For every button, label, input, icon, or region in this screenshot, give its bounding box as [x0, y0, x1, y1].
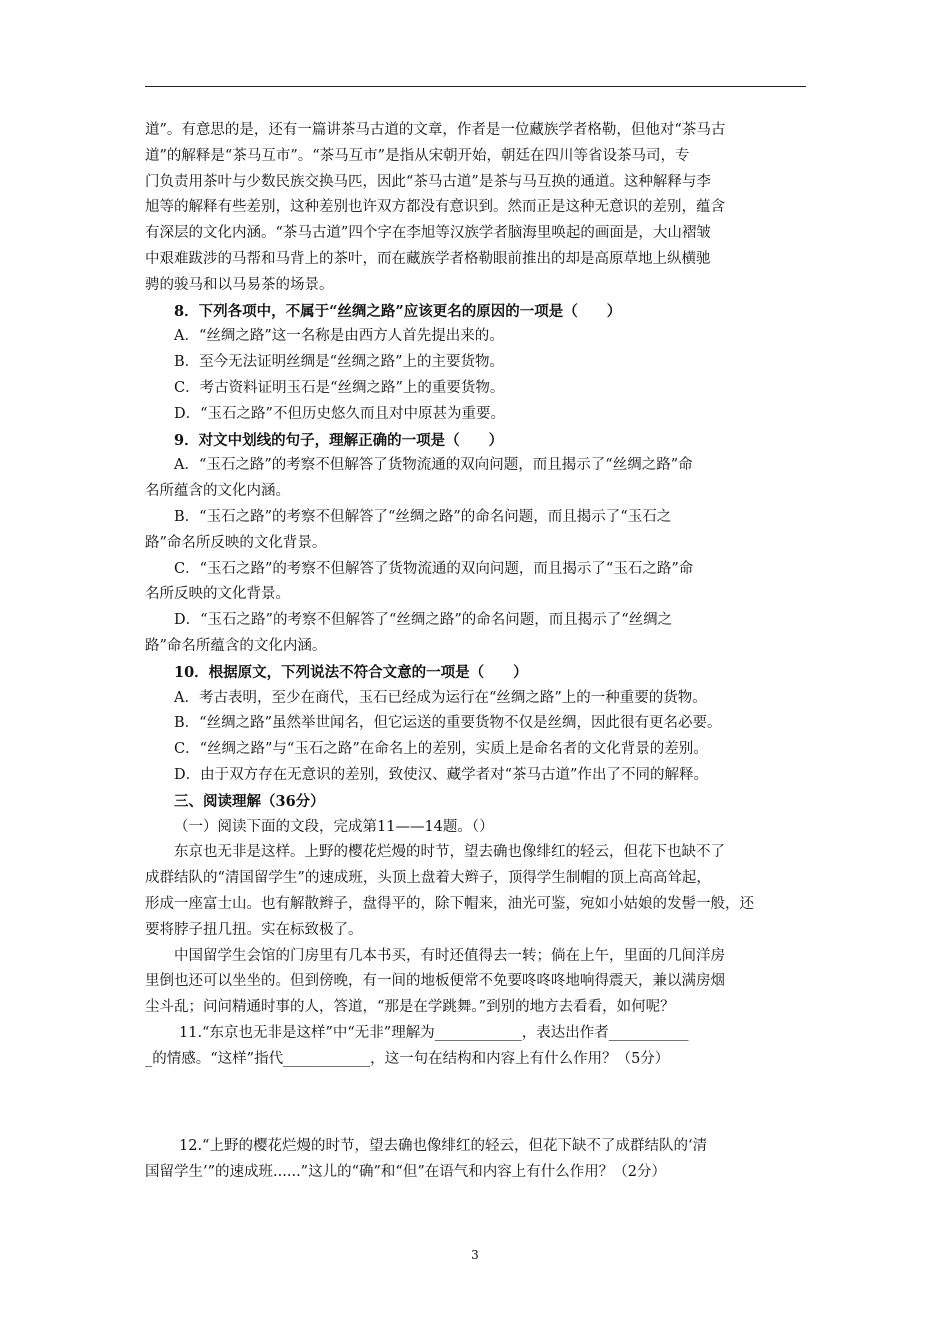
question-12-cont: 国留学生’”的速成班......”这儿的“确”和“但”在语气和内容上有什么作用？（2分）: [145, 1164, 666, 1181]
question-10-stem: 10．根据原文，下列说法不符合文意的一项是（ ）: [174, 663, 528, 681]
passage-line: 门负责用茶叶与少数民族交换马匹，因此“茶马古道”是茶与马互换的通道。这种解释与李: [145, 173, 711, 190]
question-9-stem: 9．对文中划线的句子，理解正确的一项是（ ）: [174, 431, 504, 449]
reading-passage-line: 要将脖子扭几扭。实在标致极了。: [145, 921, 363, 938]
question-8-option-a: A．“丝绸之路”这一名称是由西方人首先提出来的。: [174, 328, 504, 345]
reading-passage-line: 里倒也还可以坐坐的。但到傍晚，有一间的地板便常不免要咚咚咚地响得震天，兼以满房烟: [145, 973, 725, 990]
passage-line: 中艰难跋涉的马帮和马背上的茶叶，而在藏族学者格勒眼前推出的却是高原草地上纵横驰: [145, 250, 711, 267]
question-8-option-b: B．至今无法证明丝绸是“丝绸之路”上的主要货物。: [174, 354, 504, 371]
reading-passage-line: 东京也无非是这样。上野的樱花烂熳的时节，望去确也像绯红的轻云，但花下也缺不了: [174, 844, 725, 861]
passage-line: 骋的骏马和以马易茶的场景。: [145, 276, 334, 293]
passage-line: 有深层的文化内涵。“茶马古道”四个字在李旭等汉族学者脑海里唤起的画面是，大山褶皱: [145, 225, 711, 242]
question-10-option-b: B．“丝绸之路”虽然举世闻名，但它运送的重要货物不仅是丝绸，因此很有更名必要。: [174, 715, 722, 732]
question-9-option-c-cont: 名所反映的文化背景。: [145, 586, 290, 603]
question-11-cont: _的情感。“这样”指代____________，这一句在结构和内容上有什么作用？（5分）: [145, 1050, 670, 1067]
passage-line: 道”的解释是“茶马互市”。“茶马互市”是指从宋朝开始，朝廷在四川等省设茶马司，专: [145, 147, 690, 164]
question-10-option-d: D．由于双方存在无意识的差别，致使汉、藏学者对“茶马古道”作出了不同的解释。: [174, 766, 708, 783]
reading-passage-line: 形成一座富士山。也有解散辫子，盘得平的，除下帽来，油光可鉴，宛如小姑娘的发髻一般，还: [145, 895, 754, 912]
reading-passage-line: 中国留学生会馆的门房里有几本书买，有时还值得去一转；倘在上午，里面的几间洋房: [174, 947, 725, 964]
question-9-option-a: A．“玉石之路”的考察不但解答了货物流通的双向问题，而且揭示了“丝绸之路”命: [174, 457, 693, 474]
section-heading: 三、阅读理解（36分）: [174, 792, 325, 810]
page-number: 3: [471, 1248, 479, 1262]
question-8-option-d: D．“玉石之路”不但历史悠久而且对中原甚为重要。: [174, 405, 505, 422]
reading-passage-line: 尘斗乱；问问精通时事的人，答道，“那是在学跳舞。”到别的地方去看看，如何呢？: [145, 999, 675, 1016]
reading-passage-line: 成群结队的“清国留学生”的速成班，头顶上盘着大辫子，顶得学生制帽的顶上高高耸起，: [145, 870, 711, 887]
question-8-option-c: C．考古资料证明玉石是“丝绸之路”上的重要货物。: [174, 379, 505, 396]
answer-space: [145, 1072, 810, 1134]
passage-line: 道”。有意思的是，还有一篇讲茶马古道的文章，作者是一位藏族学者格勒，但他对“茶马古: [145, 122, 726, 138]
question-8-stem: 8．下列各项中，不属于“丝绸之路”应该更名的原因的一项是（ ）: [174, 302, 622, 320]
question-10-option-c: C．“丝绸之路”与“玉石之路”在命名上的差别，实质上是命名者的文化背景的差别。: [174, 741, 708, 758]
question-9-option-d-cont: 路”命名所蕴含的文化内涵。: [145, 637, 327, 654]
passage-line: 旭等的解释有些差别，这种差别也许双方都没有意识到。然而正是这种无意识的差别，蕴含: [145, 199, 725, 216]
header-rule: [145, 86, 806, 87]
question-9-option-c: C．“玉石之路”的考察不但解答了货物流通的双向问题，而且揭示了“玉石之路”命: [174, 560, 694, 577]
question-9-option-d: D．“玉石之路”的考察不但解答了“丝绸之路”的命名问题，而且揭示了“丝绸之: [174, 612, 673, 629]
question-10-option-a: A．考古表明，至少在商代，玉石已经成为运行在“丝绸之路”上的一种重要的货物。: [174, 689, 707, 706]
question-9-option-b: B．“玉石之路”的考察不但解答了“丝绸之路”的命名问题，而且揭示了“玉石之: [174, 508, 672, 525]
page-content: [145, 118, 810, 1186]
question-9-option-a-cont: 名所蕴含的文化内涵。: [145, 483, 290, 500]
question-11: 11.“东京也无非是这样”中“无非”理解为____________，表达出作者___________: [179, 1024, 689, 1041]
question-9-option-b-cont: 路”命名所反映的文化背景。: [145, 534, 327, 551]
question-12: 12.“上野的樱花烂熳的时节，望去确也像绯红的轻云，但花下缺不了成群结队的‘清: [179, 1138, 708, 1155]
section-instruction: （一）阅读下面的文段，完成第11——14题。（）: [174, 818, 494, 835]
